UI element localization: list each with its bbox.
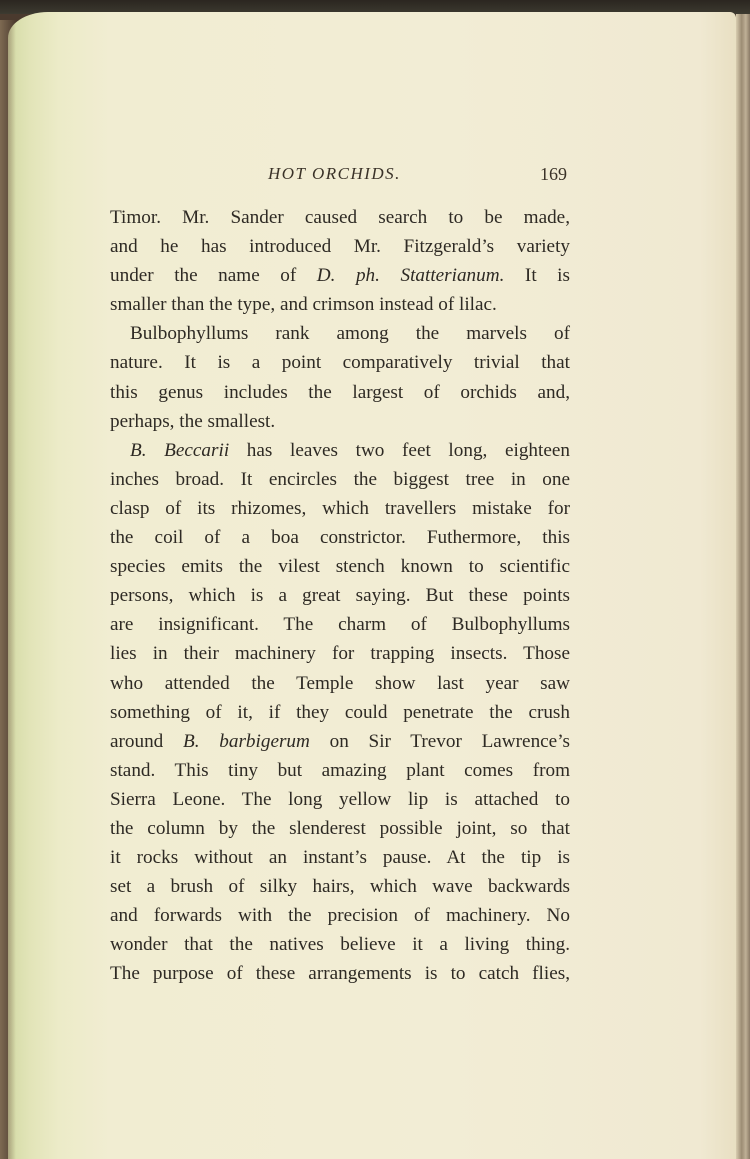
page-number: 169 [540, 164, 567, 184]
text-segment: the column by the slenderest possible joint, so that [110, 817, 570, 839]
species-name-italic: B. barbigerum [183, 730, 310, 752]
text-segment: something of it, if they could penetrate the crush [110, 701, 570, 723]
text-segment: the coil of a boa constrictor. Futhermore, this [110, 527, 570, 549]
text-line [110, 872, 570, 901]
text-line [110, 378, 570, 407]
text-line [110, 698, 570, 727]
text-segment: this genus includes the largest of orchids and, [110, 381, 570, 403]
text-line [110, 610, 570, 639]
text-segment: set a brush of silky hairs, which wave backwards [110, 876, 570, 898]
text-segment: Bulbophyllums rank among the marvels of [130, 323, 570, 345]
text-line [110, 203, 570, 232]
text-segment: It is [504, 265, 570, 287]
text-line [110, 261, 570, 290]
text-line [110, 669, 570, 698]
text-line [110, 494, 570, 523]
text-segment: persons, which is a great saying. But these points [110, 585, 570, 607]
text-segment: and forwards with the precision of machinery. No [110, 905, 570, 927]
text-segment: and he has introduced Mr. Fitzgerald’s variety [110, 236, 570, 258]
text-line [110, 465, 570, 494]
text-line [110, 727, 570, 756]
text-segment: stand. This tiny but amazing plant comes from [110, 759, 570, 781]
text-line [110, 581, 570, 610]
text-segment: Timor. Mr. Sander caused search to be made, [110, 207, 570, 228]
species-name-italic: B. Beccarii [130, 439, 230, 461]
text-segment: species emits the vilest stench known to scientific [110, 556, 570, 578]
paragraph-first-line [110, 319, 570, 348]
text-segment: perhaps, the smallest. [110, 410, 276, 432]
text-line [110, 232, 570, 261]
species-name-italic: D. ph. Statterianum. [316, 265, 505, 287]
text-segment: has leaves two feet long, eighteen [229, 439, 570, 461]
text-line [110, 901, 570, 930]
text-segment: under the name of [110, 265, 317, 287]
text-segment: The purpose of these arrangements is to catch flies, [110, 963, 570, 985]
text-line [110, 785, 570, 814]
text-segment: Sierra Leone. The long yellow lip is attached to [110, 788, 570, 810]
paragraph-first-line [110, 436, 570, 465]
text-segment: around [110, 730, 184, 752]
text-segment: it rocks without an instant’s pause. At the tip is [110, 847, 570, 869]
page-gutter-shadow [0, 20, 16, 1159]
text-segment: wonder that the natives believe it a living thing. [110, 934, 570, 956]
body-text [110, 203, 570, 989]
text-segment: smaller than the type, and crimson instead of lilac. [110, 294, 497, 316]
text-segment: are insignificant. The charm of Bulbophyllums [110, 614, 570, 636]
text-line [110, 639, 570, 668]
text-line [110, 348, 570, 377]
page-fore-edge [736, 14, 750, 1159]
text-segment: inches broad. It encircles the biggest tree in one [110, 468, 570, 490]
text-segment: lies in their machinery for trapping insects. Those [110, 643, 570, 665]
text-line [110, 814, 570, 843]
text-line [110, 959, 570, 988]
text-line [110, 552, 570, 581]
text-segment: who attended the Temple show last year saw [110, 672, 570, 694]
text-line [110, 930, 570, 959]
text-line [110, 843, 570, 872]
text-segment: nature. It is a point comparatively trivial that [110, 352, 570, 374]
text-line [110, 407, 570, 436]
text-line [110, 756, 570, 785]
text-segment: on Sir Trevor Lawrence’s [309, 730, 570, 752]
text-line [110, 523, 570, 552]
text-segment: clasp of its rhizomes, which travellers mistake for [110, 497, 570, 519]
text-line [110, 290, 570, 319]
running-head: HOT ORCHIDS. [268, 164, 401, 183]
